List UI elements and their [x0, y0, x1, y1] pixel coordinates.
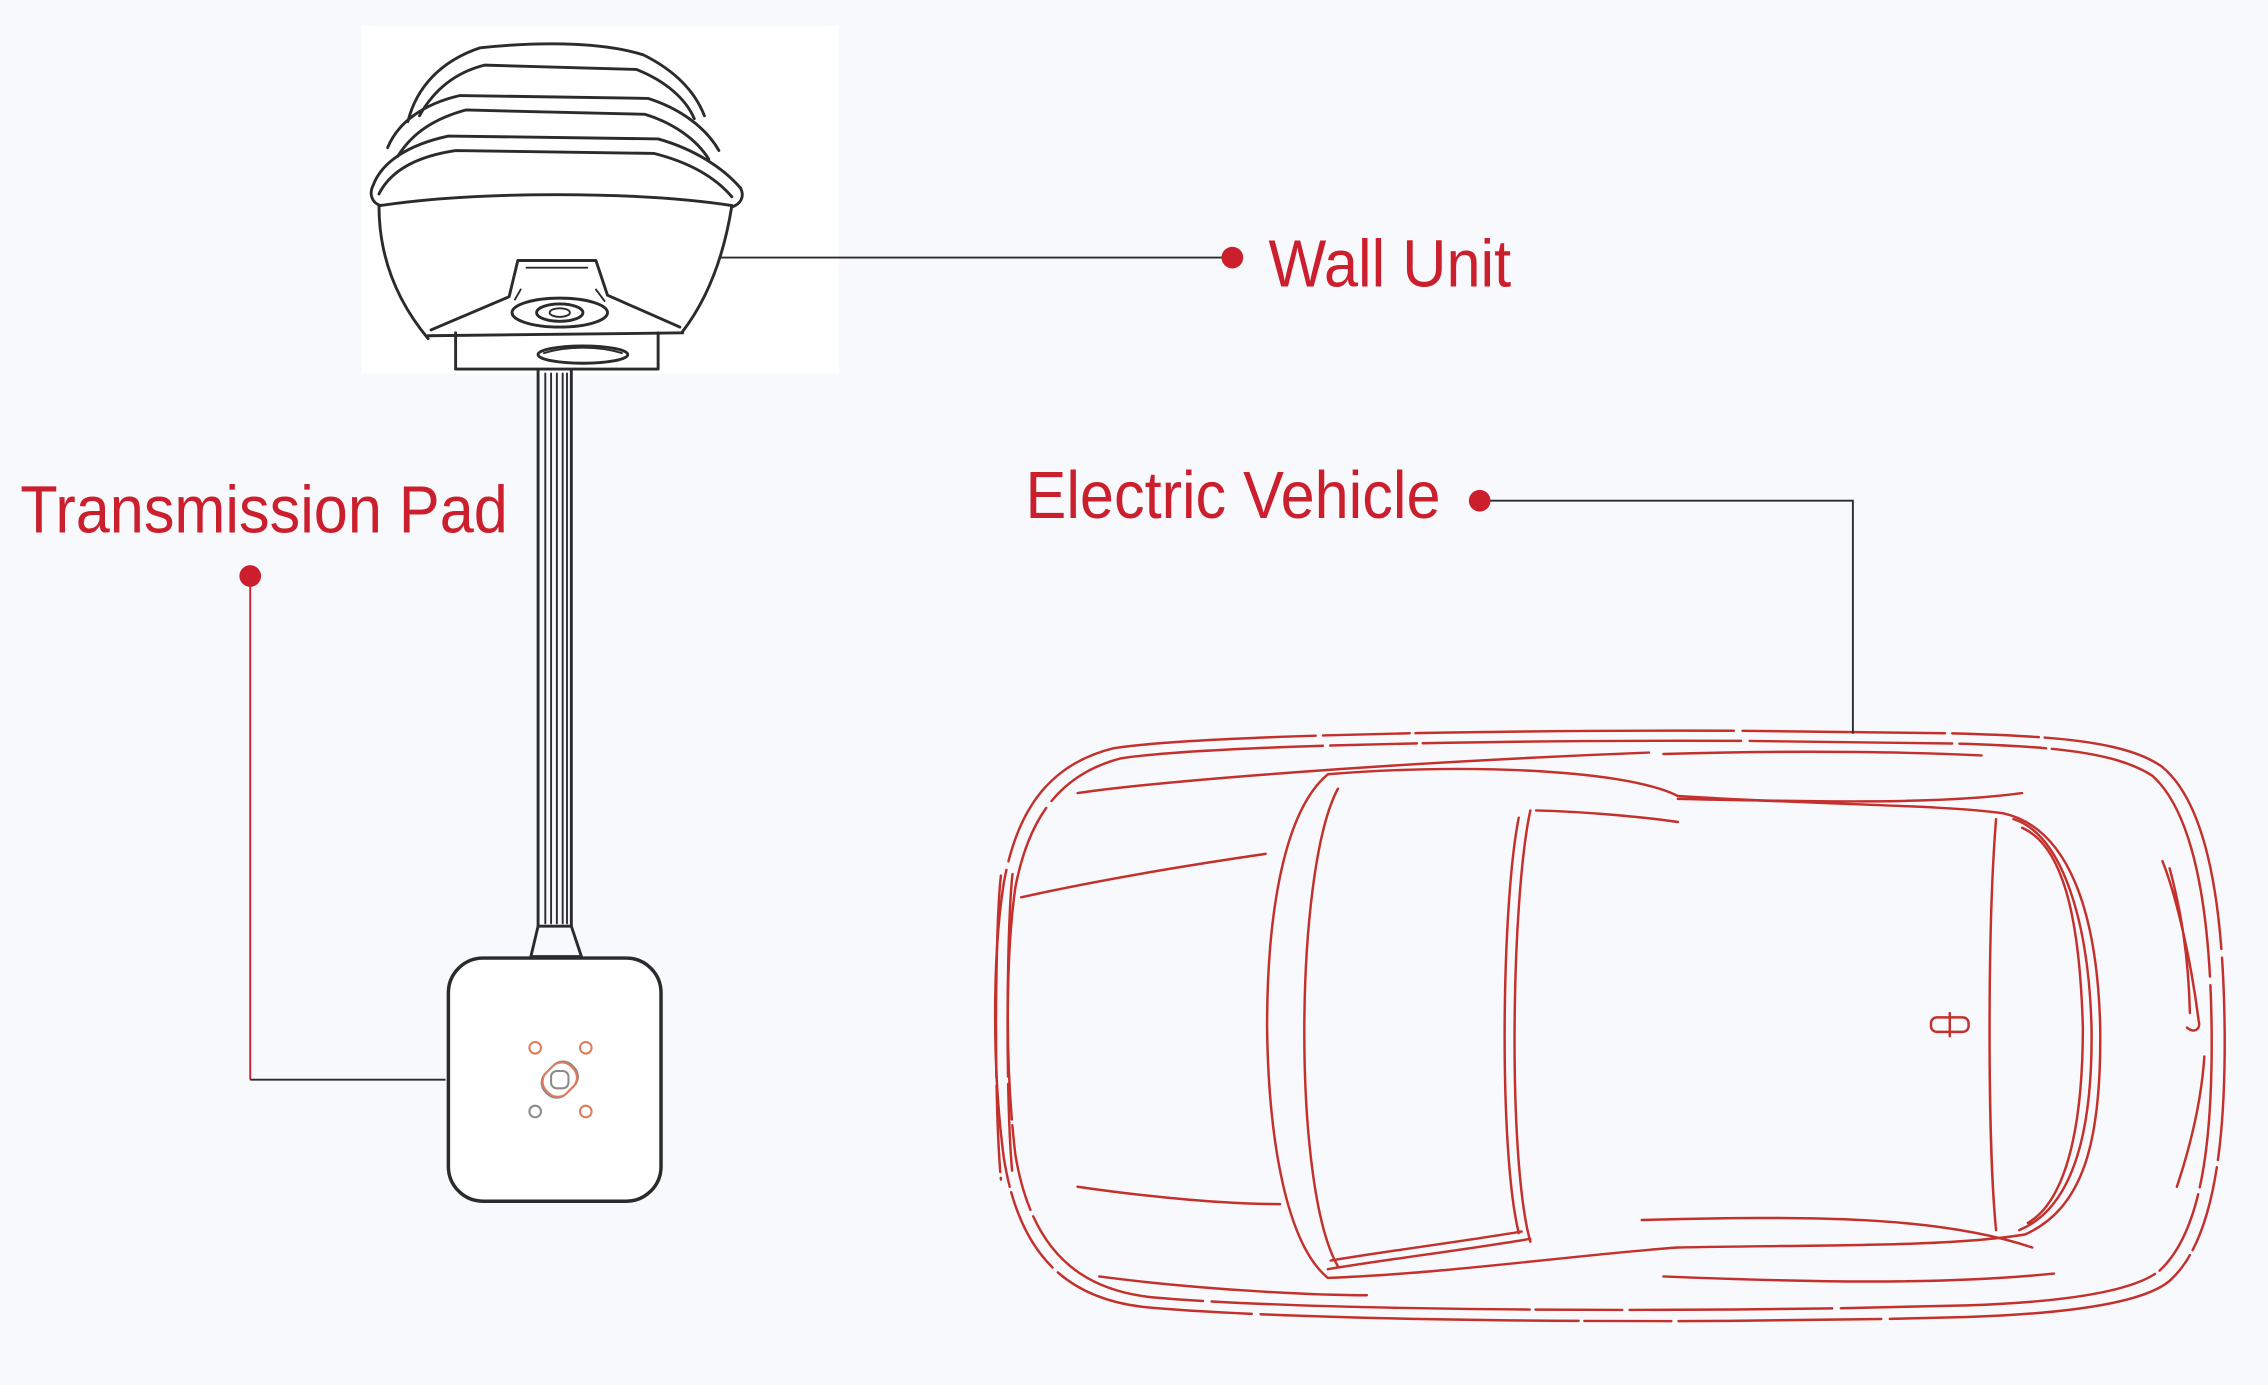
transmission-pad-body — [448, 958, 661, 1201]
transmission-pad-illustration — [448, 958, 661, 1201]
wall-unit-label: Wall Unit — [1268, 226, 1512, 302]
wall-unit-marker-dot — [1222, 247, 1244, 269]
transmission-pad-label: Transmission Pad — [20, 472, 508, 548]
electric-vehicle-label: Electric Vehicle — [1025, 457, 1441, 533]
electric-vehicle-marker-dot — [1469, 490, 1491, 512]
transmission-pad-marker-dot — [239, 565, 261, 587]
